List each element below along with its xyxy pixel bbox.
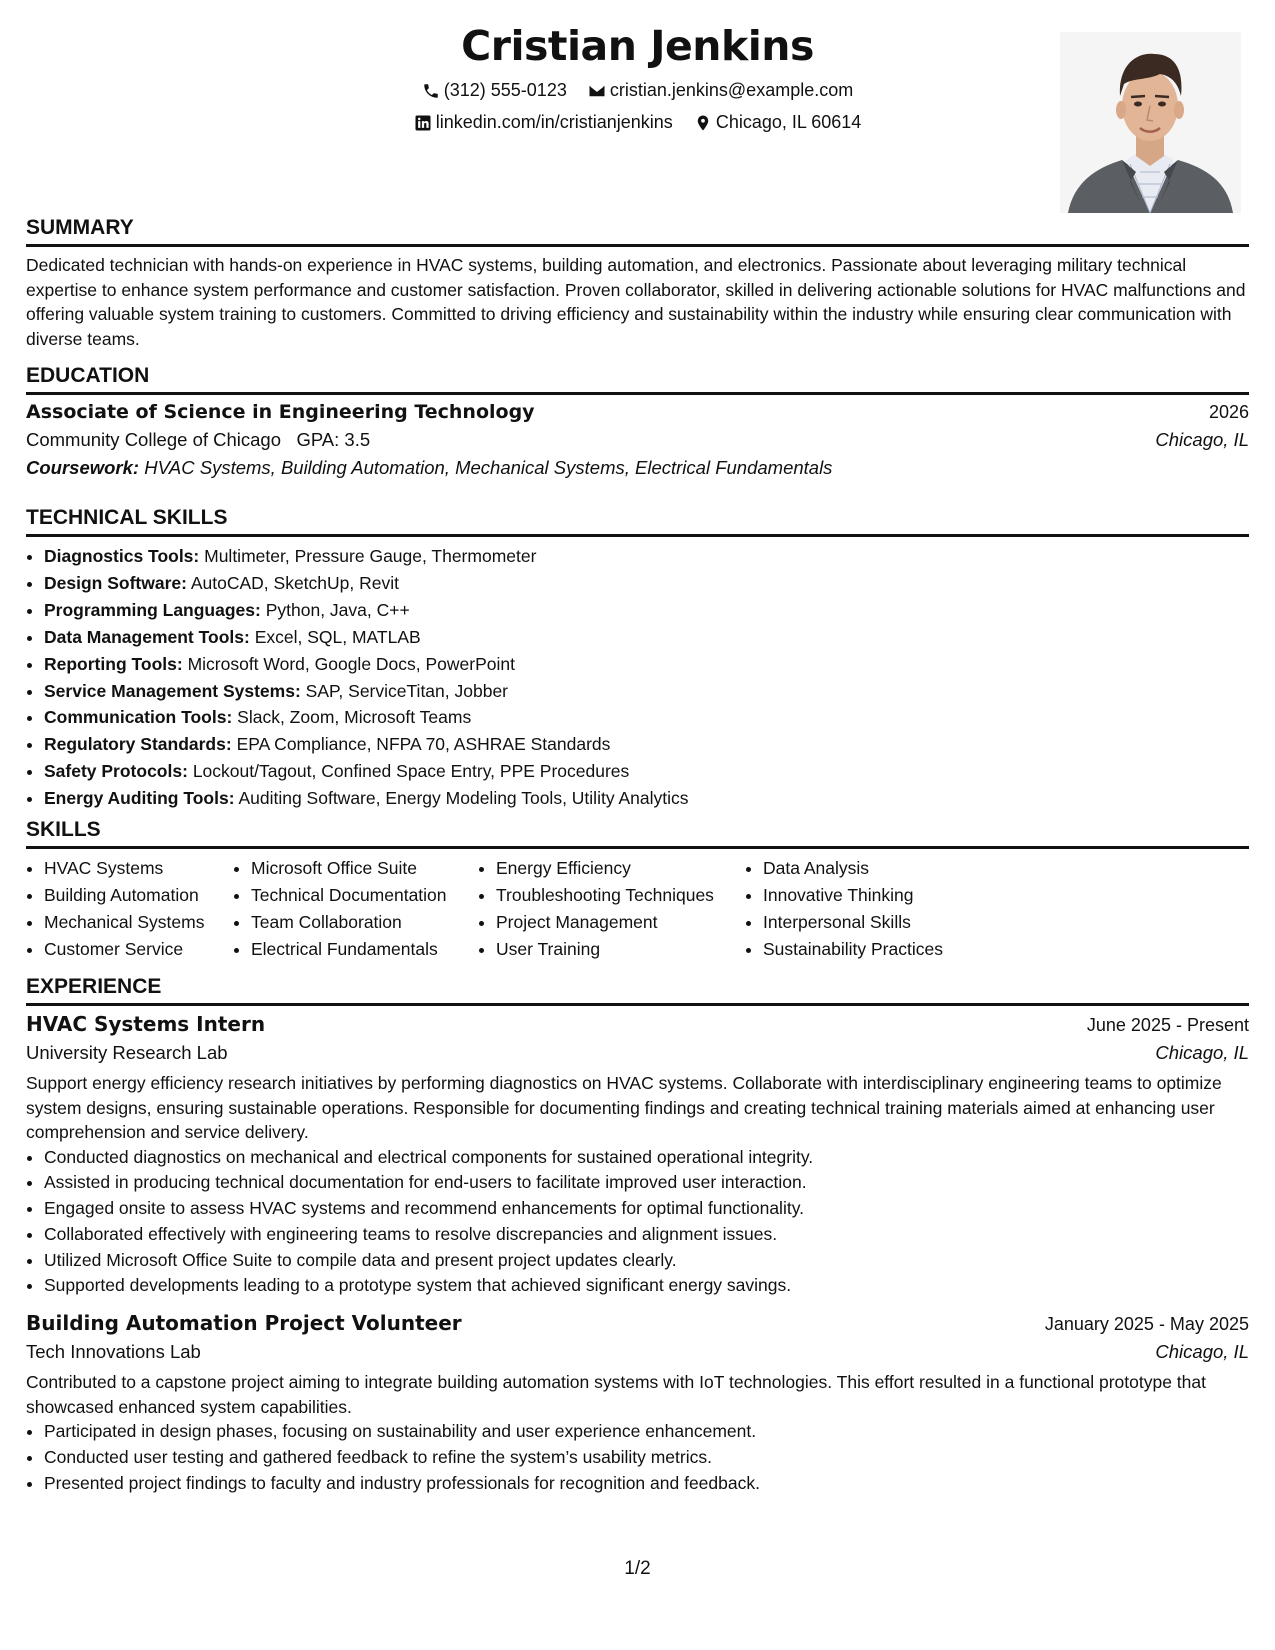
technical-skill-label: Service Management Systems: bbox=[44, 680, 301, 701]
experience-heading: EXPERIENCE bbox=[26, 975, 1249, 1006]
education-heading: EDUCATION bbox=[26, 364, 1249, 395]
skill-item: • Team Collaboration bbox=[251, 909, 478, 936]
skill-item: • Sustainability Practices bbox=[763, 936, 975, 963]
summary-text: Dedicated technician with hands-on experience in HVAC systems, building automation, and electronics. Passionate about leveraging military technical expertise to enhance system performance and customer satisfaction. Proven collaborator, skilled in delivering actionable solutions for HVAC malfunctions and offering valuable system training to customers. Committed to driving efficiency and sustainability within the industry while ensuring clear communication with diverse teams. bbox=[26, 255, 1246, 349]
experience-section bbox=[26, 975, 1249, 1497]
education-school-row bbox=[26, 429, 1249, 451]
envelope-icon bbox=[588, 82, 606, 100]
education-section bbox=[26, 364, 1249, 479]
job-title-row bbox=[26, 1311, 1249, 1335]
job-bullet: • Assisted in producing technical documentation for end-users to facilitate improved user interaction. bbox=[44, 1170, 1249, 1196]
job-title-row bbox=[26, 1012, 1249, 1036]
technical-skill-value: Slack, Zoom, Microsoft Teams bbox=[237, 707, 472, 728]
technical-skill-item bbox=[44, 651, 1249, 678]
technical-skill-label: Data Management Tools: bbox=[44, 626, 250, 647]
linkedin-text: linkedin.com/in/cristianjenkins bbox=[435, 112, 673, 132]
education-degree-row bbox=[26, 401, 1249, 423]
job-bullet: • Presented project findings to faculty and industry professionals for recognition and feedback. bbox=[44, 1471, 1249, 1497]
coursework-line bbox=[26, 457, 1249, 479]
technical-skill-item bbox=[44, 704, 1249, 731]
job-dates: January 2025 - May 2025 bbox=[1044, 1314, 1249, 1335]
degree-title: Associate of Science in Engineering Technology bbox=[26, 401, 535, 423]
skill-item: • Microsoft Office Suite bbox=[251, 855, 478, 882]
job-description: Support energy efficiency research initiatives by performing diagnostics on HVAC systems. Collaborate with interdisciplinary engineering teams to optimize system designs, ensuring sustainable operations. Responsible for documenting findings and creating technical training materials aimed at enhancing user comprehension and service delivery. bbox=[26, 1073, 1222, 1142]
email-contact[interactable] bbox=[588, 80, 853, 101]
technical-skills-section bbox=[26, 506, 1249, 812]
skill-item: • Customer Service bbox=[44, 936, 233, 963]
skills-heading: SKILLS bbox=[26, 818, 1249, 849]
email-text: cristian.jenkins@example.com bbox=[609, 80, 854, 100]
coursework-label: Coursework: bbox=[26, 457, 140, 478]
skill-item: • User Training bbox=[496, 936, 745, 963]
technical-skill-label: Diagnostics Tools: bbox=[44, 546, 200, 566]
skills-column-list bbox=[26, 855, 233, 963]
job-location: Chicago, IL bbox=[1155, 1042, 1249, 1063]
location-text: Chicago, IL 60614 bbox=[715, 112, 862, 132]
skills-column-list bbox=[478, 855, 745, 963]
technical-skill-value: EPA Compliance, NFPA 70, ASHRAE Standards bbox=[236, 734, 611, 755]
technical-skill-label: Energy Auditing Tools: bbox=[44, 788, 235, 809]
job-bullet: • Participated in design phases, focusing on sustainability and user experience enhancement. bbox=[44, 1419, 1249, 1445]
technical-skill-item bbox=[44, 597, 1249, 624]
map-pin-icon bbox=[694, 114, 712, 132]
technical-skill-item bbox=[44, 543, 1249, 570]
job-bullet: • Conducted user testing and gathered feedback to refine the system’s usability metrics. bbox=[44, 1445, 1249, 1471]
summary-heading: SUMMARY bbox=[26, 216, 1249, 247]
technical-skill-value: Python, Java, C++ bbox=[265, 599, 410, 620]
technical-skill-label: Reporting Tools: bbox=[44, 653, 183, 674]
technical-skill-value: Microsoft Word, Google Docs, PowerPoint bbox=[187, 653, 516, 674]
technical-skill-item bbox=[44, 785, 1249, 812]
technical-skill-label: Programming Languages: bbox=[44, 599, 261, 620]
skills-column bbox=[745, 855, 975, 963]
linkedin-icon bbox=[414, 114, 432, 132]
job-description: Contributed to a capstone project aiming to integrate building automation systems with IoT technologies. This effort resulted in a functional prototype that showcased enhanced system capabilities. bbox=[26, 1372, 1206, 1417]
skill-item: • Mechanical Systems bbox=[44, 909, 233, 936]
technical-skill-item bbox=[44, 758, 1249, 785]
skill-item: • Energy Efficiency bbox=[496, 855, 745, 882]
technical-skill-item bbox=[44, 678, 1249, 705]
technical-skill-label: Design Software: bbox=[44, 572, 187, 593]
skill-item: • Data Analysis bbox=[763, 855, 975, 882]
skills-section bbox=[26, 818, 1249, 963]
technical-skill-item bbox=[44, 570, 1249, 597]
experience-list bbox=[26, 1012, 1249, 1497]
technical-skills-heading: TECHNICAL SKILLS bbox=[26, 506, 1249, 537]
summary-section bbox=[26, 216, 1249, 351]
technical-skills-list bbox=[26, 543, 1249, 812]
candidate-name: Cristian Jenkins bbox=[461, 22, 814, 70]
linkedin-contact[interactable] bbox=[414, 112, 673, 133]
technical-skill-item bbox=[44, 731, 1249, 758]
job-organization: Tech Innovations Lab bbox=[26, 1341, 201, 1363]
skill-item: • Electrical Fundamentals bbox=[251, 936, 478, 963]
technical-skill-label: Safety Protocols: bbox=[44, 761, 188, 782]
technical-skill-label: Regulatory Standards: bbox=[44, 734, 232, 755]
coursework-text: HVAC Systems, Building Automation, Mechanical Systems, Electrical Fundamentals bbox=[144, 457, 833, 478]
resume-header bbox=[26, 0, 1249, 215]
phone-contact[interactable] bbox=[422, 80, 567, 101]
skill-item: • Innovative Thinking bbox=[763, 882, 975, 909]
technical-skill-value: Excel, SQL, MATLAB bbox=[254, 626, 421, 647]
job-title: HVAC Systems Intern bbox=[26, 1012, 266, 1036]
graduation-year: 2026 bbox=[1208, 402, 1249, 422]
skills-column-list bbox=[745, 855, 975, 963]
skill-item: • Troubleshooting Techniques bbox=[496, 882, 745, 909]
resume-page bbox=[26, 0, 1249, 1650]
job-location: Chicago, IL bbox=[1155, 1341, 1249, 1363]
job-dates: June 2025 - Present bbox=[1086, 1015, 1249, 1035]
skills-column-list bbox=[233, 855, 478, 963]
phone-icon bbox=[422, 82, 440, 100]
school-location: Chicago, IL bbox=[1155, 429, 1249, 450]
job-bullet: • Engaged onsite to assess HVAC systems and recommend enhancements for optimal functionality. bbox=[44, 1196, 1249, 1222]
job-bullet: • Utilized Microsoft Office Suite to compile data and present project updates clearly. bbox=[44, 1248, 1249, 1274]
technical-skill-value: AutoCAD, SketchUp, Revit bbox=[190, 572, 399, 593]
job-org-row bbox=[26, 1042, 1249, 1064]
skills-column bbox=[478, 855, 745, 963]
page-number: 1/2 bbox=[624, 1558, 651, 1579]
job-bullet: • Conducted diagnostics on mechanical and electrical components for sustained operational integrity. bbox=[44, 1145, 1249, 1171]
job-org-row bbox=[26, 1341, 1249, 1363]
skill-item: • HVAC Systems bbox=[44, 855, 233, 882]
phone-text: (312) 555-0123 bbox=[443, 80, 567, 100]
job-bullets bbox=[26, 1145, 1249, 1300]
job-bullets bbox=[26, 1419, 1249, 1496]
skill-item: • Technical Documentation bbox=[251, 882, 478, 909]
skills-column bbox=[233, 855, 478, 963]
skills-column bbox=[26, 855, 233, 963]
skill-item: • Interpersonal Skills bbox=[763, 909, 975, 936]
technical-skill-label: Communication Tools: bbox=[44, 707, 233, 728]
job-bullet: • Collaborated effectively with engineering teams to resolve discrepancies and alignment issues. bbox=[44, 1222, 1249, 1248]
gpa-text: GPA: 3.5 bbox=[296, 429, 371, 450]
skill-item: • Building Automation bbox=[44, 882, 233, 909]
job-title: Building Automation Project Volunteer bbox=[26, 1311, 462, 1336]
school-line bbox=[26, 429, 370, 451]
location-contact bbox=[694, 112, 861, 133]
skill-item: • Project Management bbox=[496, 909, 745, 936]
technical-skill-item bbox=[44, 624, 1249, 651]
job-entry bbox=[26, 1311, 1249, 1496]
technical-skill-value: Multimeter, Pressure Gauge, Thermometer bbox=[204, 546, 537, 566]
technical-skill-value: Auditing Software, Energy Modeling Tools, Utility Analytics bbox=[238, 788, 689, 809]
profile-photo bbox=[1060, 32, 1241, 213]
technical-skill-value: Lockout/Tagout, Confined Space Entry, PPE Procedures bbox=[192, 761, 630, 782]
technical-skill-value: SAP, ServiceTitan, Jobber bbox=[305, 680, 508, 701]
job-entry bbox=[26, 1012, 1249, 1299]
skills-grid bbox=[26, 855, 1249, 963]
school-name: Community College of Chicago bbox=[26, 429, 282, 450]
portrait-image bbox=[1060, 32, 1241, 213]
job-organization: University Research Lab bbox=[26, 1042, 228, 1063]
job-bullet: • Supported developments leading to a prototype system that achieved significant energy savings. bbox=[44, 1273, 1249, 1299]
